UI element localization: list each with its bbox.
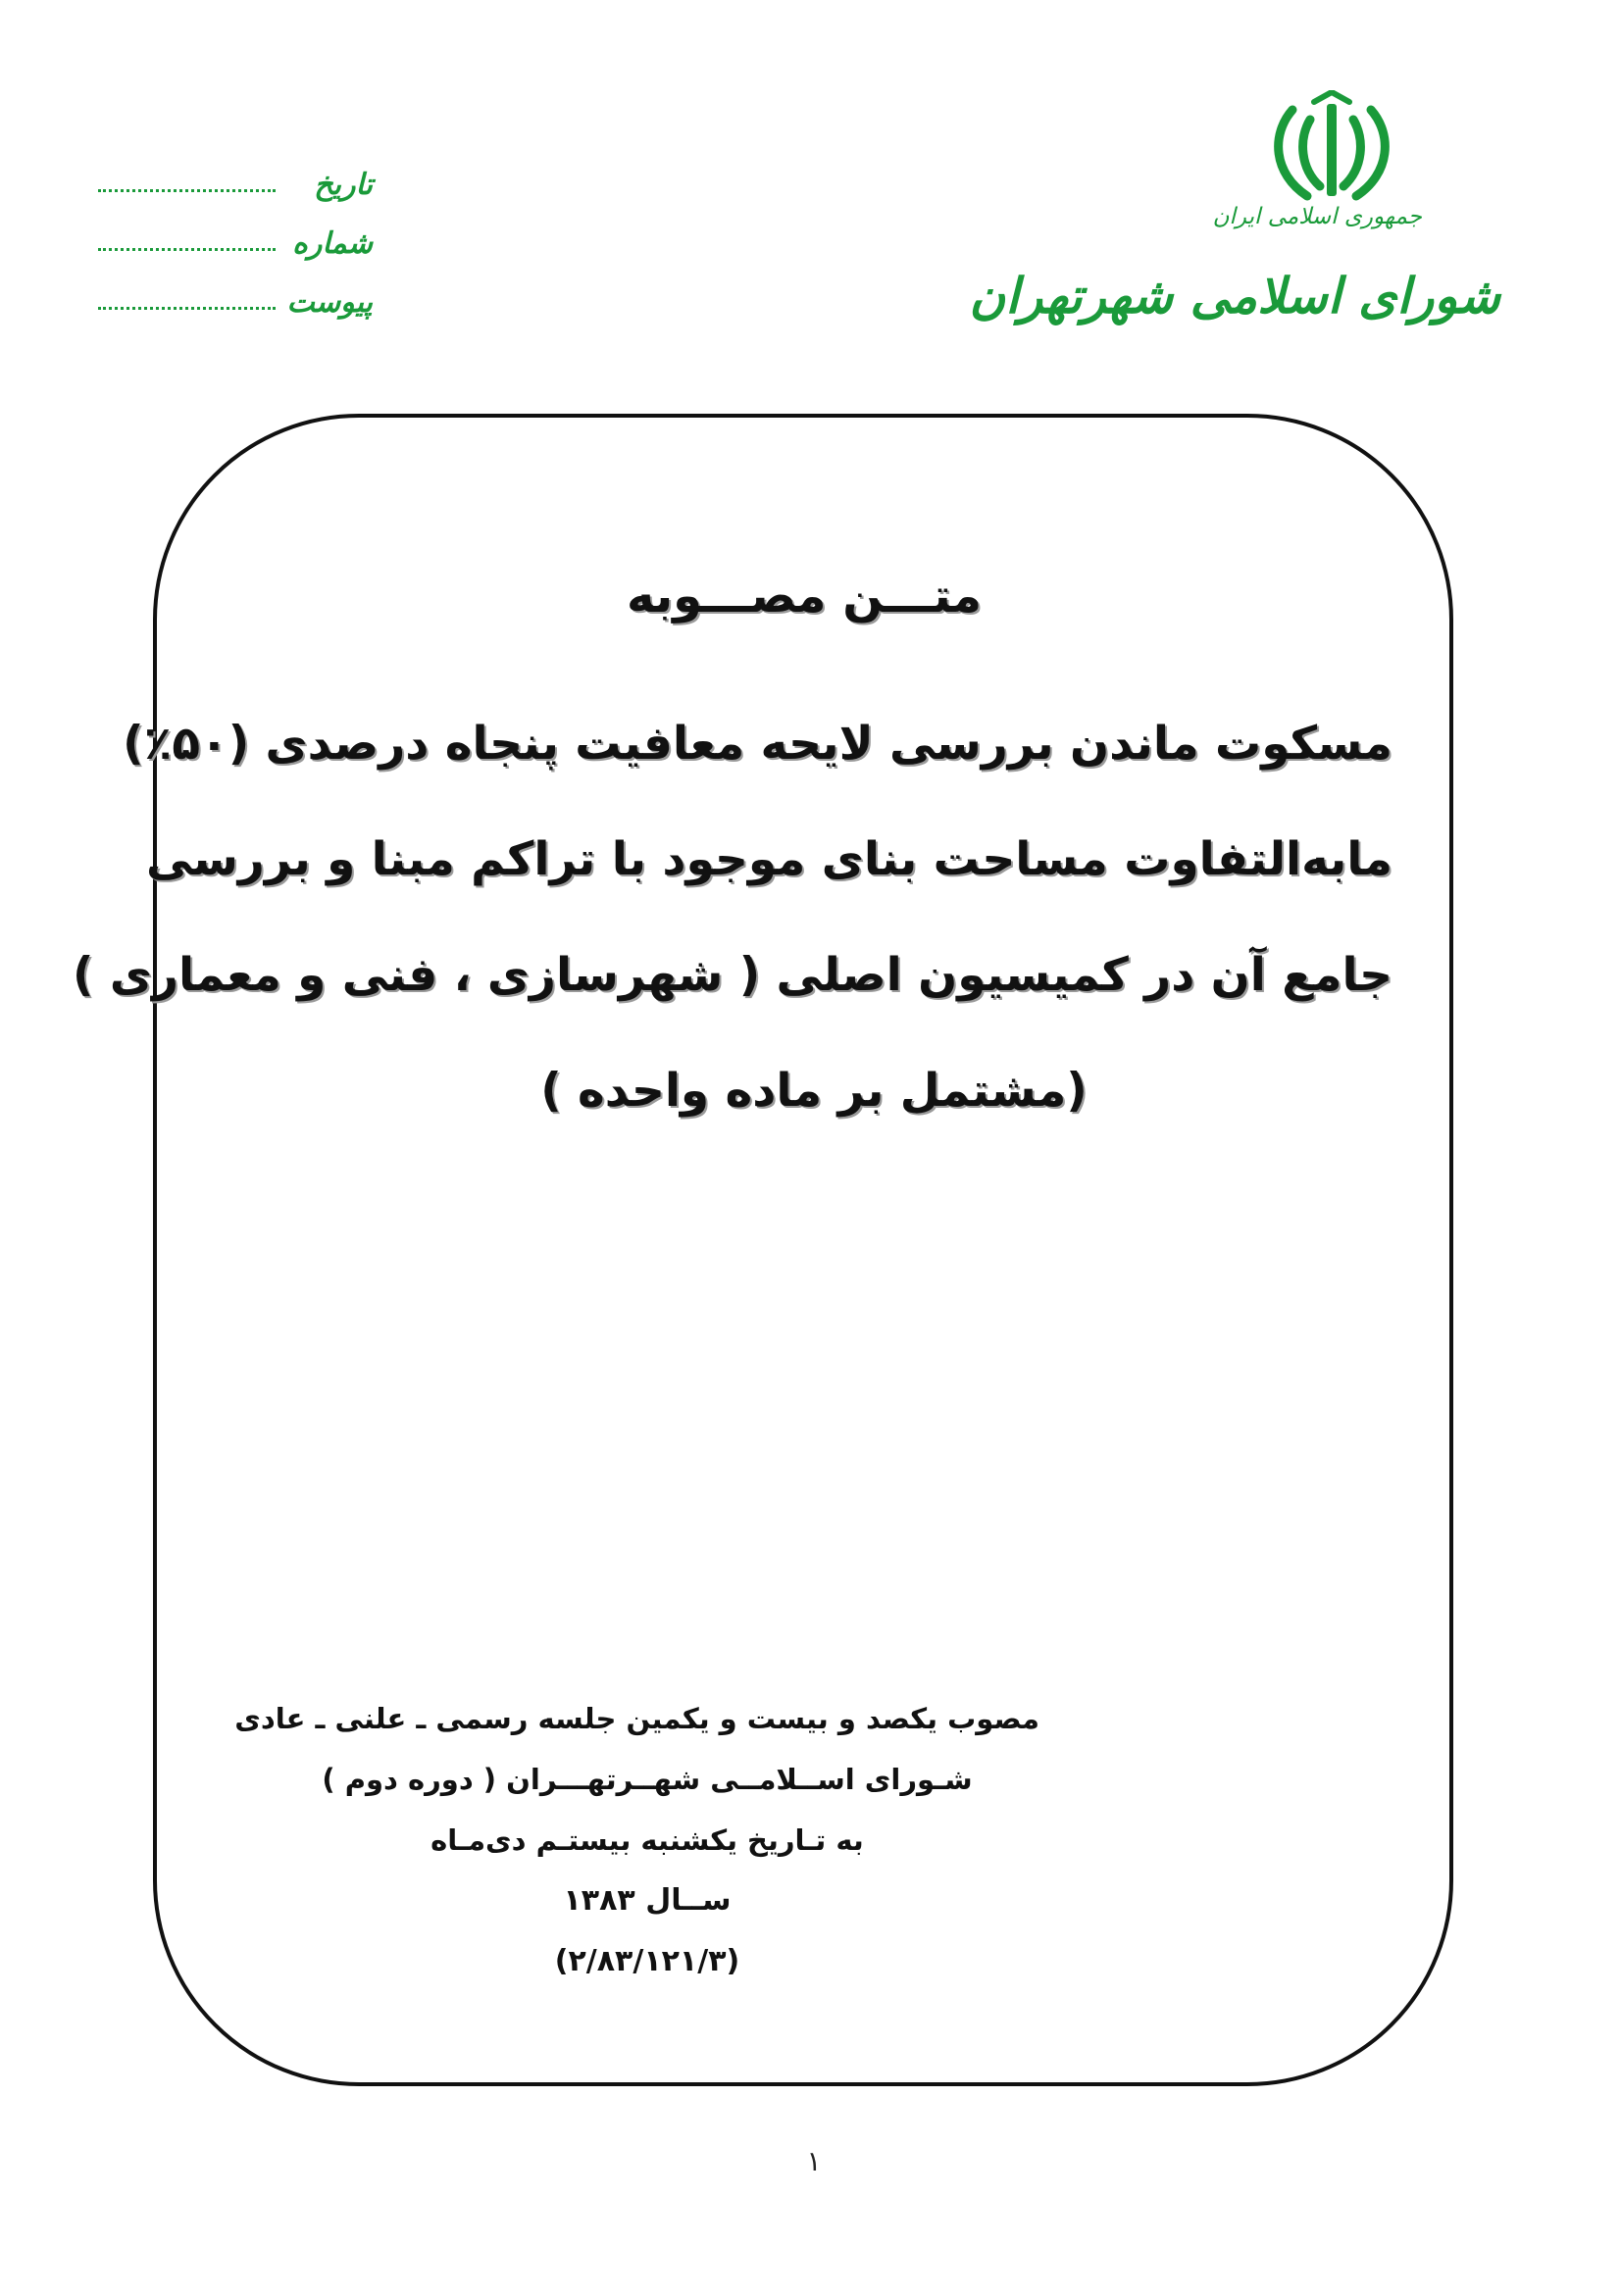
document-heading: متـــن مصـــوبه <box>627 569 982 624</box>
council-name: شورای اسلامی شهرتهران <box>969 267 1500 324</box>
republic-name: جمهوری اسلامی ایران <box>1212 204 1422 229</box>
number-field <box>98 206 373 261</box>
subject-line: مسکوت ماندن بررسی لایحه معافیت پنجاه درصدی (۵۰٪) <box>123 717 1392 771</box>
number-label: شماره <box>292 226 373 261</box>
approval-date: به تـاریخ یکشنبه بیستـم دی‌مـاه <box>430 1823 864 1857</box>
attachment-dotted-line <box>98 305 276 310</box>
number-dotted-line <box>98 246 276 251</box>
date-dotted-line <box>98 187 276 192</box>
date-label: تاریخ <box>314 168 373 202</box>
approval-block <box>234 1688 1039 1992</box>
attachment-label: پیوست <box>286 285 373 320</box>
subject-line: (مشتمل بر ماده واحده ) <box>540 1064 1088 1118</box>
page-number: ۱ <box>806 2145 822 2177</box>
iran-emblem-icon <box>1263 90 1400 208</box>
approval-council: شـورای اســلامــی شهــرتهـــران ( دوره دوم ) <box>322 1763 973 1796</box>
document-subject <box>73 686 1392 1149</box>
letter-meta-fields <box>98 147 373 324</box>
approval-reference-number: (۲/۸۳/۱۲۱/۳) <box>554 1944 740 1978</box>
date-field <box>98 147 373 202</box>
subject-line: جامع آن در کمیسیون اصلی ( شهرسازی ، فنی و معماری ) <box>73 948 1392 1002</box>
approval-session: مصوب یکصد و بیست و یکمین جلسه رسمی ـ علنی ـ عادی <box>234 1702 1039 1735</box>
approval-year: ســال ۱۳۸۳ <box>563 1883 732 1918</box>
attachment-field <box>98 265 373 320</box>
subject-line: مابه‌التفاوت مساحت بنای موجود با تراکم مبنا و بررسی <box>146 832 1392 886</box>
